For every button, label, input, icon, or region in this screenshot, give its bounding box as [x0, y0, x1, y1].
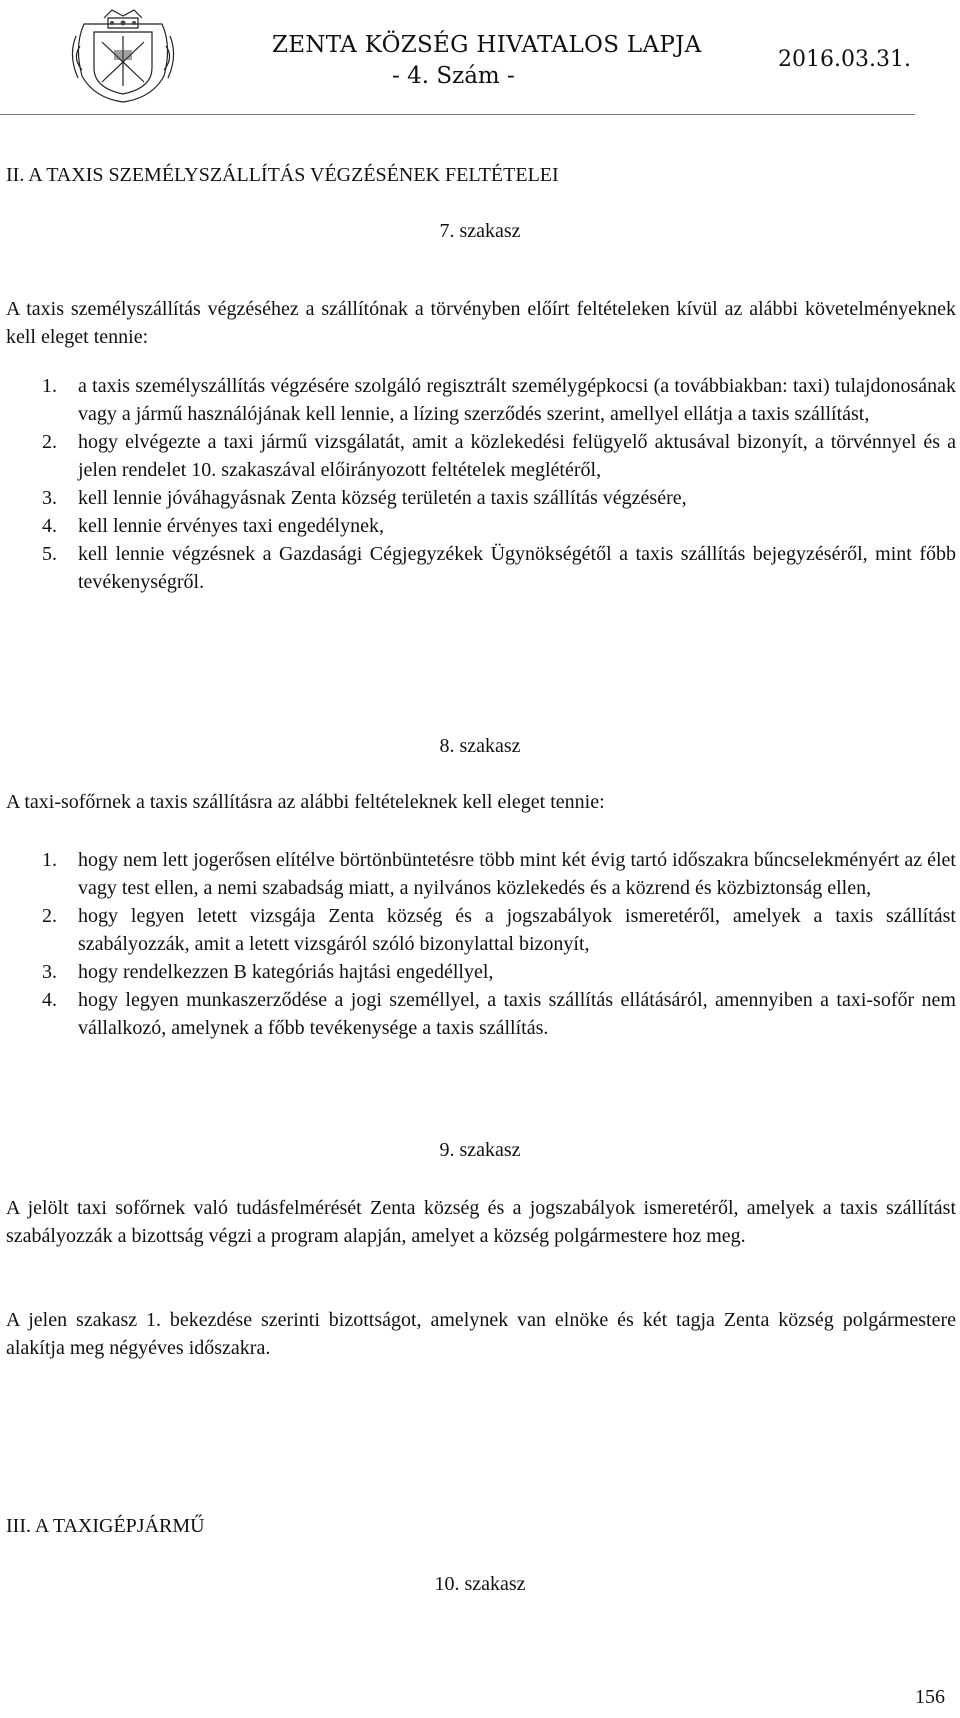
list-item: 2. hogy elvégezte a taxi jármű vizsgálatát, amit a közlekedési felügyelő aktusával bizonyít, a törvénnyel és a jelen rendelet 10. szakaszával előirányozott feltételek meglétéről,	[42, 431, 956, 481]
list-item: 1. hogy nem lett jogerősen elítélve börtönbüntetésre több mint két évig tartó időszakra bűncselekményért az élet vagy test ellen, a nemi szabadság miatt, a nyilvános közlekedés és a közrend és közbiztonság ellen,	[42, 849, 956, 899]
page-header	[0, 0, 960, 120]
list-item: 4. kell lennie érvényes taxi engedélynek,	[42, 515, 384, 537]
article-9-paragraph-2: A jelen szakasz 1. bekezdése szerinti bizottságot, amelynek van elnöke és két tagja Zenta község polgármestere alakítja meg négyéves időszakra.	[6, 1309, 956, 1359]
article-9-paragraph-1: A jelölt taxi sofőrnek való tudásfelmérését Zenta község és a jogszabályok ismeretéről, amelyek a taxis szállítást szabályozzák a bizottság végzi a program alapján, amelyet a község polgármestere hoz meg.	[6, 1197, 956, 1247]
list-item: 3. kell lennie jóváhagyásnak Zenta község területén a taxis szállítás végzésére,	[42, 487, 687, 509]
list-item: 5. kell lennie végzésnek a Gazdasági Cégjegyzékek Ügynökségétől a taxis szállítás bejegyzéséről, mint főbb tevékenységről.	[42, 543, 956, 593]
list-item: 1. a taxis személyszállítás végzésére szolgáló regisztrált személygépkocsi (a továbbiakban: taxi) tulajdonosának vagy a jármű használójának kell lennie, a lízing szerződés szerint, amellyel ellátja a taxis szállítást,	[42, 375, 956, 425]
issue-date: 2016.03.31.	[778, 47, 911, 72]
page-number: 156	[915, 1686, 945, 1708]
article-10-title: 10. szakasz	[434, 1573, 526, 1595]
article-8-list	[6, 846, 956, 1042]
article-7-title: 7. szakasz	[439, 220, 521, 242]
list-item: 4. hogy legyen munkaszerződése a jogi személlyel, a taxis szállítás ellátásáról, amennyiben a taxi-sofőr nem vállalkozó, amelynek a főbb tevékenysége a taxis szállítás.	[42, 989, 956, 1039]
article-8-intro: A taxi-sofőrnek a taxis szállításra az alábbi feltételeknek kell eleget tennie:	[6, 791, 605, 813]
article-8-title: 8. szakasz	[439, 735, 521, 757]
section-heading-III: III. A TAXIGÉPJÁRMŰ	[6, 1515, 205, 1537]
article-9-title: 9. szakasz	[439, 1139, 521, 1161]
list-item: 3. hogy rendelkezzen B kategóriás hajtási engedéllyel,	[42, 961, 494, 983]
header-divider	[0, 114, 915, 115]
article-7-list	[6, 372, 956, 596]
coat-of-arms-logo	[64, 6, 182, 106]
section-heading-II: II. A TAXIS SZEMÉLYSZÁLLÍTÁS VÉGZÉSÉNEK FELTÉTELEI	[6, 164, 559, 186]
list-item: 2. hogy legyen letett vizsgája Zenta község és a jogszabályok ismeretéről, amelyek a taxis szállítást szabályozzák, amit a letett vizsgáról szóló bizonylattal bizonyít,	[42, 905, 956, 955]
article-7-intro: A taxis személyszállítás végzéséhez a szállítónak a törvényben előírt feltételeken kívül az alábbi követelményeknek kell eleget tennie:	[6, 298, 956, 348]
issue-number: - 4. Szám -	[392, 63, 515, 89]
publication-title: ZENTA KÖZSÉG HIVATALOS LAPJA	[272, 32, 702, 58]
